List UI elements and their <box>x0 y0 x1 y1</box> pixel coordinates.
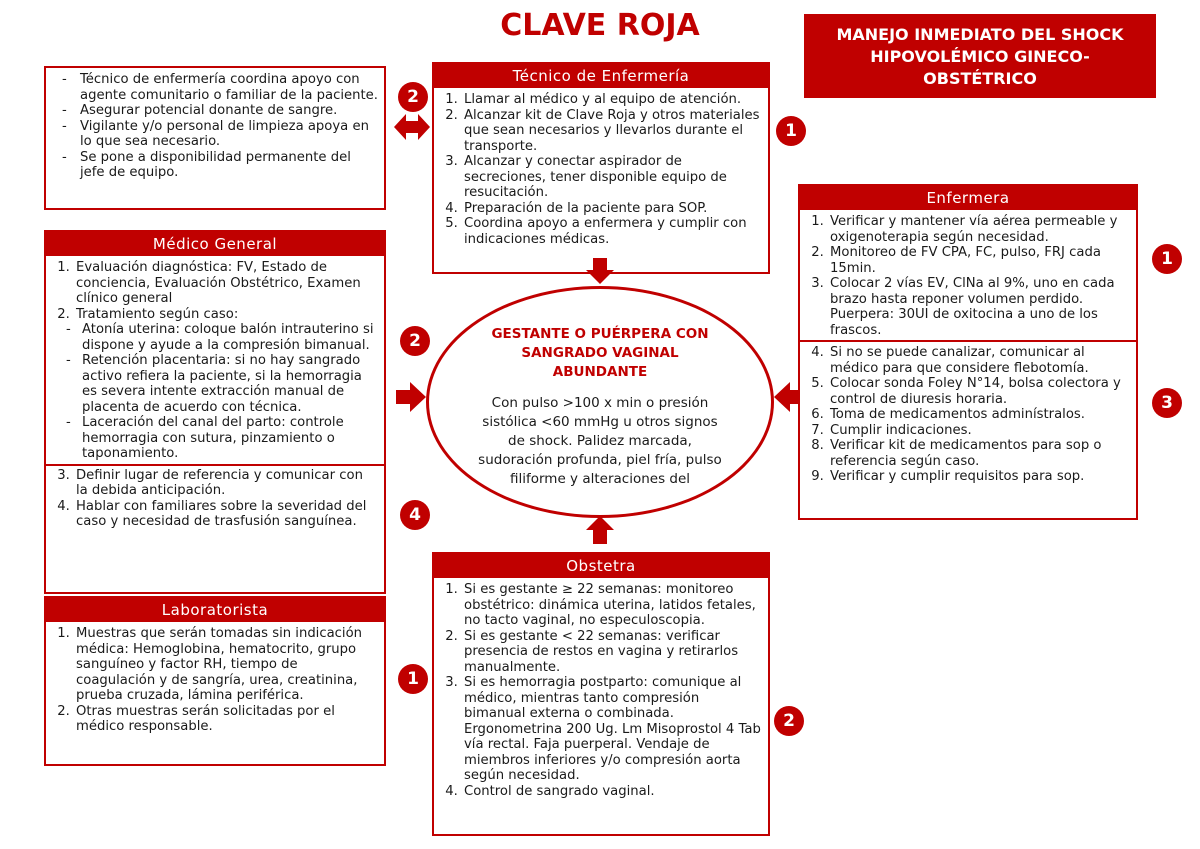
medico-list <box>52 260 378 462</box>
list-item: 3. Definir lugar de referencia y comunicar con la debida anticipación. <box>74 468 378 499</box>
support-box <box>44 66 386 210</box>
list-item: - Atonía uterina: coloque balón intrauterino si dispone y ayude a la compresión bimanual. <box>80 322 378 353</box>
tecnico-box <box>432 62 770 274</box>
puerpera-note: Puerpera: 30UI de oxitocina a uno de los frascos. <box>830 307 1098 338</box>
list-item: 1. Evaluación diagnóstica: FV, Estado de conciencia, Evaluación Obstétrico, Examen clínico general <box>74 260 378 307</box>
laboratorista-box <box>44 596 386 766</box>
laboratorista-list <box>46 622 384 735</box>
badge-lab: 1 <box>398 664 428 694</box>
list-item: - Se pone a disponibilidad permanente del jefe de equipo. <box>80 150 378 181</box>
list-item: 9. Verificar y cumplir requisitos para sop. <box>828 469 1130 485</box>
tecnico-title: Técnico de Enfermería <box>434 64 768 88</box>
list-item: 1. Llamar al médico y al equipo de atención. <box>462 92 762 108</box>
list-item: 6. Toma de medicamentos adminístralos. <box>828 407 1130 423</box>
list-item: 2. Otras muestras serán solicitadas por el médico responsable. <box>74 704 378 735</box>
enfermera-title: Enfermera <box>800 186 1136 210</box>
center-ellipse <box>426 286 774 518</box>
arrow-right-icon <box>396 382 426 412</box>
enfermera-list-b <box>806 345 1130 485</box>
list-item: - Vigilante y/o personal de limpieza apoya en lo que sea necesario. <box>80 119 378 150</box>
list-item: 3. Colocar 2 vías EV, ClNa al 9%, uno en cada brazo hasta reponer volumen perdido. <box>828 276 1130 307</box>
medico-box <box>44 230 386 594</box>
list-item: 4. Preparación de la paciente para SOP. <box>462 201 762 217</box>
double-arrow-icon <box>394 112 430 142</box>
enfermera-list-a <box>806 214 1130 307</box>
badge-tecnico-right: 1 <box>776 116 806 146</box>
list-item: 4. Control de sangrado vaginal. <box>462 784 762 800</box>
list-item: 3. Si es hemorragia postparto: comunique al médico, mientras tanto compresión bimanual externa o combinada. Ergonometrina 200 Ug. Lm Misoprostol 4 Tab vía rectal. Faja puerperal. Vendaje de miembros inferiores y/o compresión aorta según necesidad. <box>462 675 762 784</box>
badge-tecnico-left: 2 <box>398 82 428 112</box>
list-item: 1. Si es gestante ≥ 22 semanas: monitoreo obstétrico: dinámica uterina, latidos fetales, no tacto vaginal, no especuloscopia. <box>462 582 762 629</box>
badge-obstetra: 2 <box>774 706 804 736</box>
medico-title: Médico General <box>46 232 384 256</box>
medico-sublist <box>62 322 378 462</box>
list-item: 7. Cumplir indicaciones. <box>828 423 1130 439</box>
list-item: 1. Verificar y mantener vía aérea permeable y oxigenoterapia según necesidad. <box>828 214 1130 245</box>
obstetra-title: Obstetra <box>434 554 768 578</box>
list-item: 2. Monitoreo de FV CPA, FC, pulso, FRJ cada 15min. <box>828 245 1130 276</box>
obstetra-list <box>434 578 768 799</box>
list-item: 2. Si es gestante < 22 semanas: verificar presencia de restos en vagina y retirarlos manualmente. <box>462 629 762 676</box>
header-box: MANEJO INMEDIATO DEL SHOCK HIPOVOLÉMICO GINECO-OBSTÉTRICO <box>804 14 1156 98</box>
list-item-label: Tratamiento según caso: <box>76 306 239 322</box>
center-title: GESTANTE O PUÉRPERA CON SANGRADO VAGINAL ABUNDANTE <box>491 326 709 380</box>
list-item: 5. Coordina apoyo a enfermera y cumplir con indicaciones médicas. <box>462 216 762 247</box>
list-item: 5. Colocar sonda Foley N°14, bolsa colectora y control de diuresis horaria. <box>828 376 1130 407</box>
tecnico-list <box>434 88 768 247</box>
list-item: - Retención placentaria: si no hay sangrado activo refiera la paciente, si la hemorragia es severa intente extracción manual de placenta de acuerdo con técnica. <box>80 353 378 415</box>
badge-enfermera-a: 1 <box>1152 244 1182 274</box>
list-item: 3. Alcanzar y conectar aspirador de secreciones, tener disponible equipo de resucitación. <box>462 154 762 201</box>
list-item: - Asegurar potencial donante de sangre. <box>80 103 378 119</box>
badge-medico-a: 2 <box>400 326 430 356</box>
list-item: 4. Si no se puede canalizar, comunicar al médico para que considere flebotomía. <box>828 345 1130 376</box>
list-item: - Laceración del canal del parto: controle hemorragia con sutura, pinzamiento o taponamiento. <box>80 415 378 462</box>
arrow-up-icon <box>586 516 614 544</box>
list-item <box>74 307 378 462</box>
support-list <box>52 72 378 181</box>
list-item: 1. Muestras que serán tomadas sin indicación médica: Hemoglobina, hematocrito, grupo sanguíneo y factor RH, tiempo de coagulación y de sangría, urea, creatinina, prueba cruzada, lámina periférica. <box>74 626 378 704</box>
laboratorista-title: Laboratorista <box>46 598 384 622</box>
divider <box>46 464 384 466</box>
divider <box>800 340 1136 342</box>
enfermera-box <box>798 184 1138 520</box>
list-item: 2. Alcanzar kit de Clave Roja y otros materiales que sean necesarios y llevarlos durante el transporte. <box>462 108 762 155</box>
badge-medico-b: 4 <box>400 500 430 530</box>
obstetra-box <box>432 552 770 836</box>
badge-enfermera-b: 3 <box>1152 388 1182 418</box>
center-body: Con pulso >100 x min o presión sistólica <60 mmHg u otros signos de shock. Palidez marcada, sudoración profunda, piel fría, pulso filiforme y alteraciones del <box>478 395 722 487</box>
medico-list-2 <box>52 468 378 530</box>
arrow-down-icon <box>586 258 614 284</box>
list-item: 4. Hablar con familiares sobre la severidad del caso y necesidad de trasfusión sanguínea. <box>74 499 378 530</box>
list-item: 8. Verificar kit de medicamentos para sop o referencia según caso. <box>828 438 1130 469</box>
list-item: - Técnico de enfermería coordina apoyo con agente comunitario o familiar de la paciente. <box>80 72 378 103</box>
page-title: CLAVE ROJA <box>500 8 700 43</box>
